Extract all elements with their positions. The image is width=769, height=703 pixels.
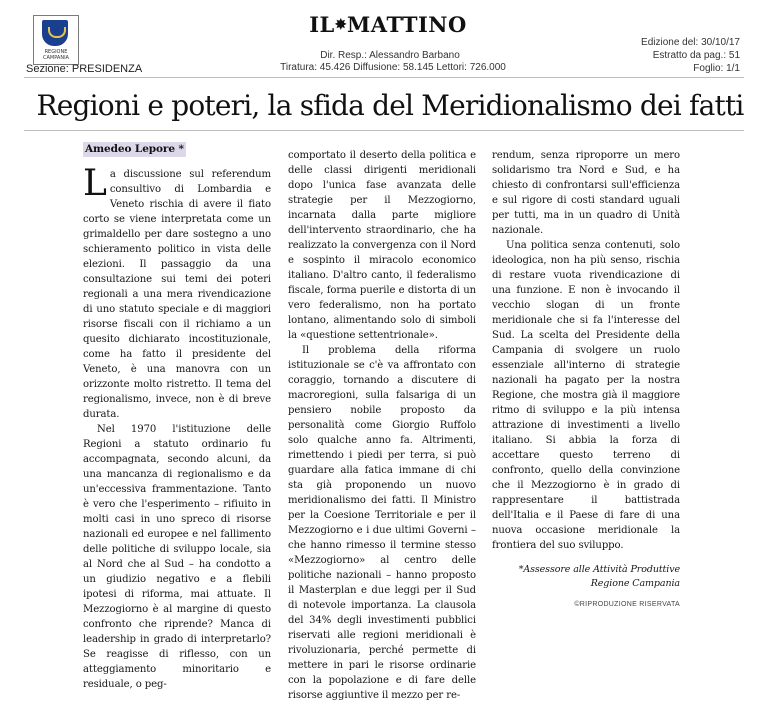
paragraph [83, 163, 271, 422]
author-signature [492, 563, 680, 591]
section-label: Sezione: PRESIDENZA [26, 63, 143, 75]
edition-meta [641, 36, 740, 75]
paragraph: Una politica senza contenuti, solo ideologica, non ha più senso, rischia di restare vuota rivendicazione di una funzione. E non è invocando il vecchio slogan di un fronte meridionale che si fa l'interesse del Sud. La scelta del Presidente della Campania di svolgere un ruolo essenziale all'interno di strategie nazionali ha pagato per la nostra Regione, che mostra già il maggiore ritmo di sviluppo e la più intensa attrazione di investimenti a livello italiano. Si abbia la forza di accettare questo terreno di confronto, quello della convinzione che il Mezzogiorno è in grado di rappresentare il battistrada dell'Italia e il Paese di fare di una nuova occasione meridionale la frontiera del suo sviluppo. [492, 240, 680, 551]
author-byline [83, 142, 186, 157]
author-name: Amedeo Lepore [85, 143, 175, 155]
sheet-number: Foglio: 1/1 [693, 63, 740, 74]
newspaper-masthead [303, 12, 473, 37]
article-headline: Regioni e poteri, la sfida del Meridionalismo dei fatti [36, 89, 744, 122]
page-header [0, 0, 769, 80]
paragraph: rendum, senza riproporre un mero solidarismo tra Nord e Sud, e ha chiesto di confrontarsi sull'efficienza e sul rigore di costi standard uguali per tutti, ma in un quadro di Unità nazionale. [492, 150, 680, 236]
article-column-2 [288, 148, 476, 703]
paragraph: comportato il deserto della politica e delle classi dirigenti meridionali dopo l'unica fase avanzata delle strategie per il Mezzogiorno, incarnata dalla parte migliore dell'intervento straordinario, che ha realizzato la convergenza con il Nord e sospinto il miracolo economico italiano. D'altro canto, il federalismo fiscale, forma puerile e distorta di un vero federalismo, non ha portato lontano, alimentando solo di simboli la «questione settentrionale». [288, 150, 476, 341]
masthead-star-icon: ✸ [334, 17, 348, 33]
circulation-line: Tiratura: 45.426 Diffusione: 58.145 Lettori: 726.000 [280, 62, 506, 73]
extract-page: Estratto da pag.: 51 [652, 50, 740, 61]
edition-date: Edizione del: 30/10/17 [641, 37, 740, 48]
paragraph-text: a discussione sul referendum consultivo di Lombardia e Veneto rischia di avere il fiato corto se viene interpretata come un grimaldello per dare sostegno a uno schieramento politico in vista delle elezioni. Il passaggio da una consultazione sui temi dei poteri regionali a una mera rivendicazione di uno statuto speciale e di maggiori risorse fiscali con il richiamo a un quesito dichiarato incostituzionale, come ha fatto il presidente del Veneto, è una manovra con un orizzonte molto ristretto. Il tema del regionalismo, invece, non è di breve durata. [83, 169, 271, 420]
header-divider [24, 77, 744, 78]
author-footnote-mark: * [178, 143, 184, 155]
signature-role: *Assessore alle Attività Produttive [518, 564, 680, 575]
headline-divider [24, 130, 744, 131]
coat-of-arms-icon [42, 20, 68, 46]
copyright-notice: ©RIPRODUZIONE RISERVATA [574, 601, 680, 608]
paragraph: Il problema della riforma istituzionale se c'è va affrontato con coraggio, tornando a discutere di macroregioni, sulla falsariga di un pensiero nobile proposto da personalità come Giorgio Ruffolo solo qualche anno fa. Altrimenti, rimettendo i piedi per terra, si può guardare alla fatica immane di chi sta già proponendo un nuovo meridionalismo dei fatti. Il Ministro per la Coesione Territoriale e per il Mezzogiorno e i due ultimi Governi – che hanno rimesso il termine stesso «Mezzogiorno» al centro delle politiche nazionali – hanno proposto il Masterplan e due leggi per il Sud di notevole importanza. La clausola del 34% degli investimenti pubblici riservati alle regioni meridionali è rivoluzionaria, perché permette di mettere in pari le risorse ordinarie con la popolazione e di fare delle risorse aggiuntive il mezzo per re- [288, 345, 476, 701]
masthead-right: MATTINO [347, 12, 467, 37]
signature-org: Regione Campania [590, 578, 680, 589]
masthead-left: IL [309, 12, 335, 37]
director-line: Dir. Resp.: Alessandro Barbano [320, 50, 460, 61]
paragraph: Nel 1970 l'istituzione delle Regioni a statuto ordinario fu accompagnata, secondo alcuni, da una mancanza di regionalismo e da un'eccessiva frammentazione. Tanto è vero che l'esperimento – rifiuito in molti casi in uno spreco di risorse nazionali ed europee e nel fallimento delle politiche di sviluppo locale, sia al Nord che al Sud – ha condotto a un giudizio negativo e a flebili ipotesi di riforma, mai attuate. Il Mezzogiorno è al margine di questo confronto che riprende? Manca di leadership in grado di interpretarlo? Se reagisse di riflesso, con un atteggiamento minoritario e residuale, o peg- [83, 424, 271, 690]
article-column-3 [492, 148, 680, 612]
dropcap: L [83, 163, 107, 204]
article-column-1 [83, 142, 271, 692]
logo-caption: REGIONE CAMPANIA [43, 49, 69, 61]
regione-campania-logo [33, 15, 79, 65]
